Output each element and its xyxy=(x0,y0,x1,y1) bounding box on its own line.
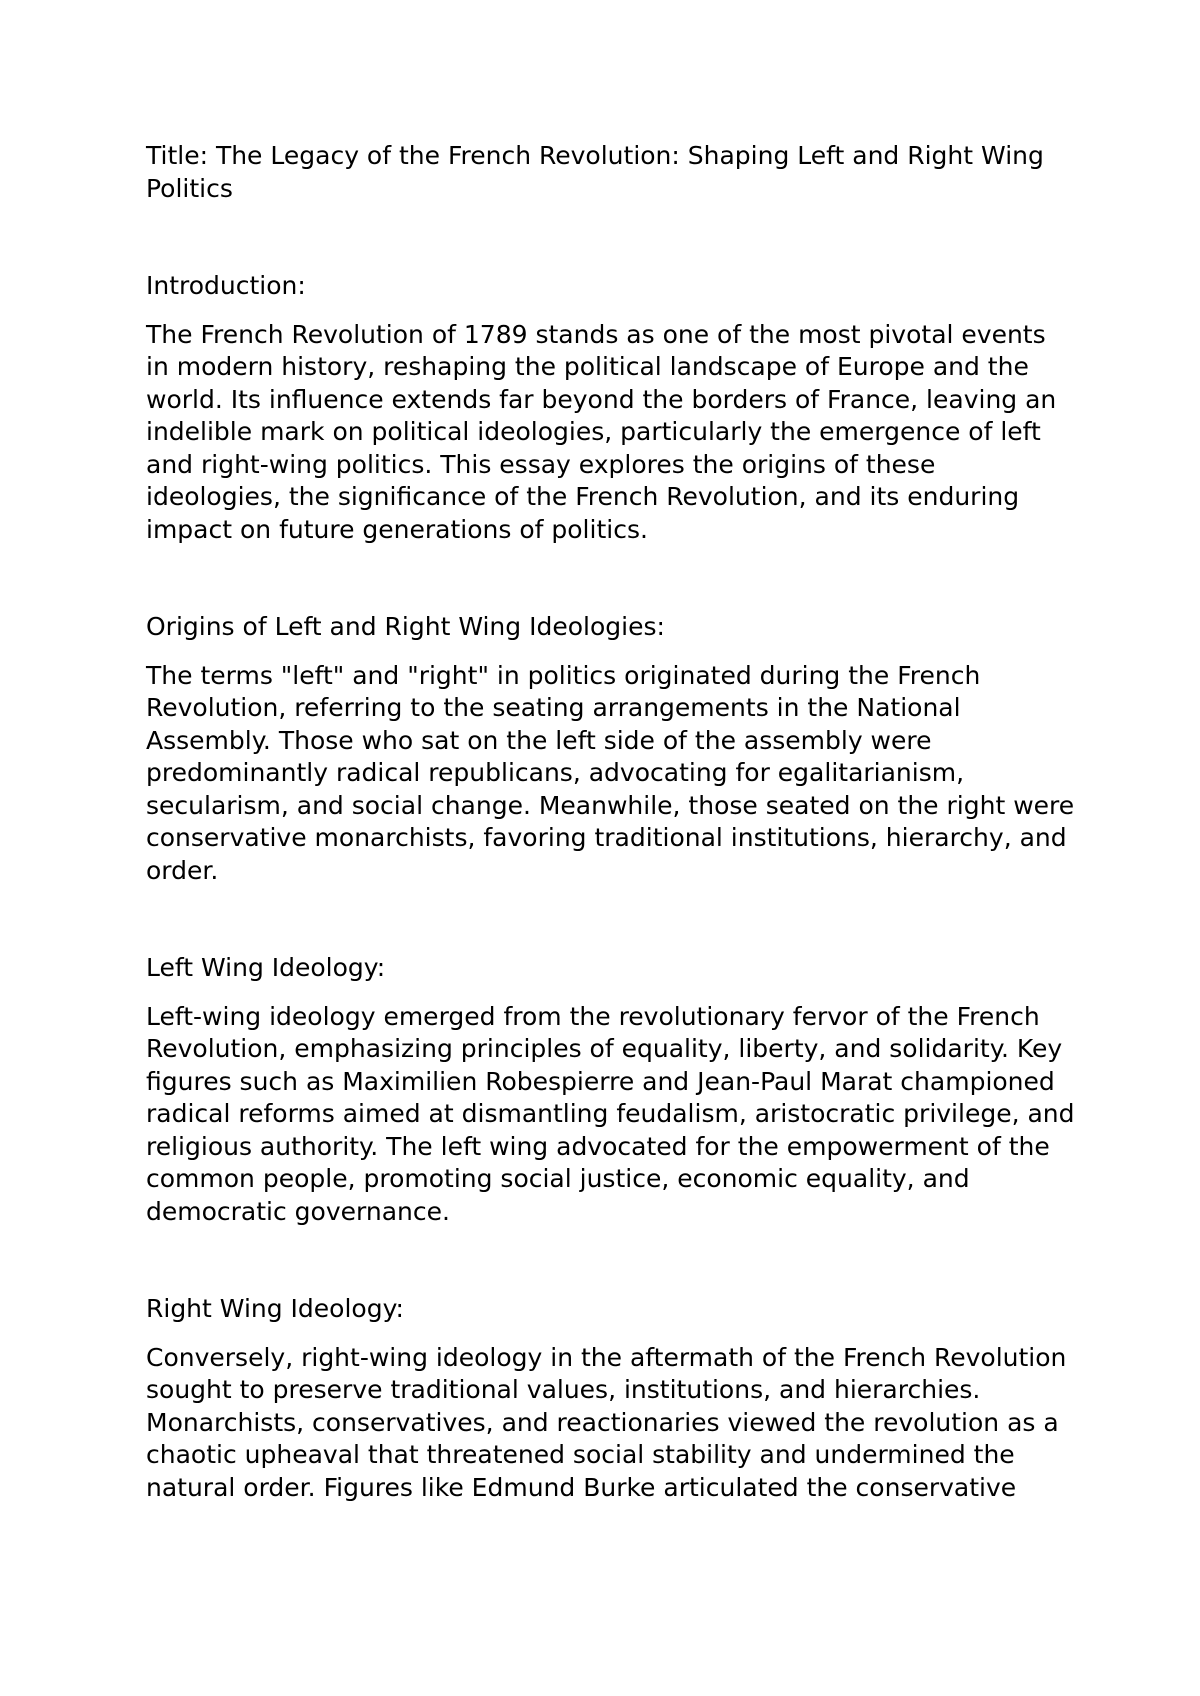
section-paragraph-left-wing: Left-wing ideology emerged from the revolutionary fervor of the French Revolution, emphasizing principles of equality, liberty, and solidarity. Key figures such as Maximilien Robespierre and Jean-Paul Marat championed radical reforms aimed at dismantling feudalism, aristocratic privilege, and religious authority. The left wing advocated for the empowerment of the common people, promoting social justice, economic equality, and democratic governance. xyxy=(146,1001,1075,1226)
section-heading-introduction: Introduction: xyxy=(146,271,306,300)
section-paragraph-introduction: The French Revolution of 1789 stands as one of the most pivotal events in modern history, reshaping the political landscape of Europe and the world. Its influence extends far beyond the borders of France, leaving an indelible mark on political ideologies, particularly the emergence of left and right-wing politics. This essay explores the origins of these ideologies, the significance of the French Revolution, and its enduring impact on future generations of politics. xyxy=(146,319,1057,544)
section-heading-right-wing: Right Wing Ideology: xyxy=(146,1294,404,1323)
document-body xyxy=(146,140,1076,1504)
section-paragraph-origins: The terms "left" and "right" in politics originated during the French Revolution, referring to the seating arrangements in the National Assembly. Those who sat on the left side of the assembly were predominantly radical republicans, advocating for egalitarianism, secularism, and social change. Meanwhile, those seated on the right were conservative monarchists, favoring traditional institutions, hierarchy, and order. xyxy=(146,660,1075,885)
section-heading-origins: Origins of Left and Right Wing Ideologies: xyxy=(146,612,665,641)
document-title: Title: The Legacy of the French Revolution: Shaping Left and Right Wing Politics xyxy=(146,141,1044,203)
section-heading-left-wing: Left Wing Ideology: xyxy=(146,953,386,982)
section-paragraph-right-wing: Conversely, right-wing ideology in the aftermath of the French Revolution sought to preserve traditional values, institutions, and hierarchies. Monarchists, conservatives, and reactionaries viewed the revolution as a chaotic upheaval that threatened social stability and undermined the natural order. Figures like Edmund Burke articulated the conservative xyxy=(146,1342,1067,1502)
